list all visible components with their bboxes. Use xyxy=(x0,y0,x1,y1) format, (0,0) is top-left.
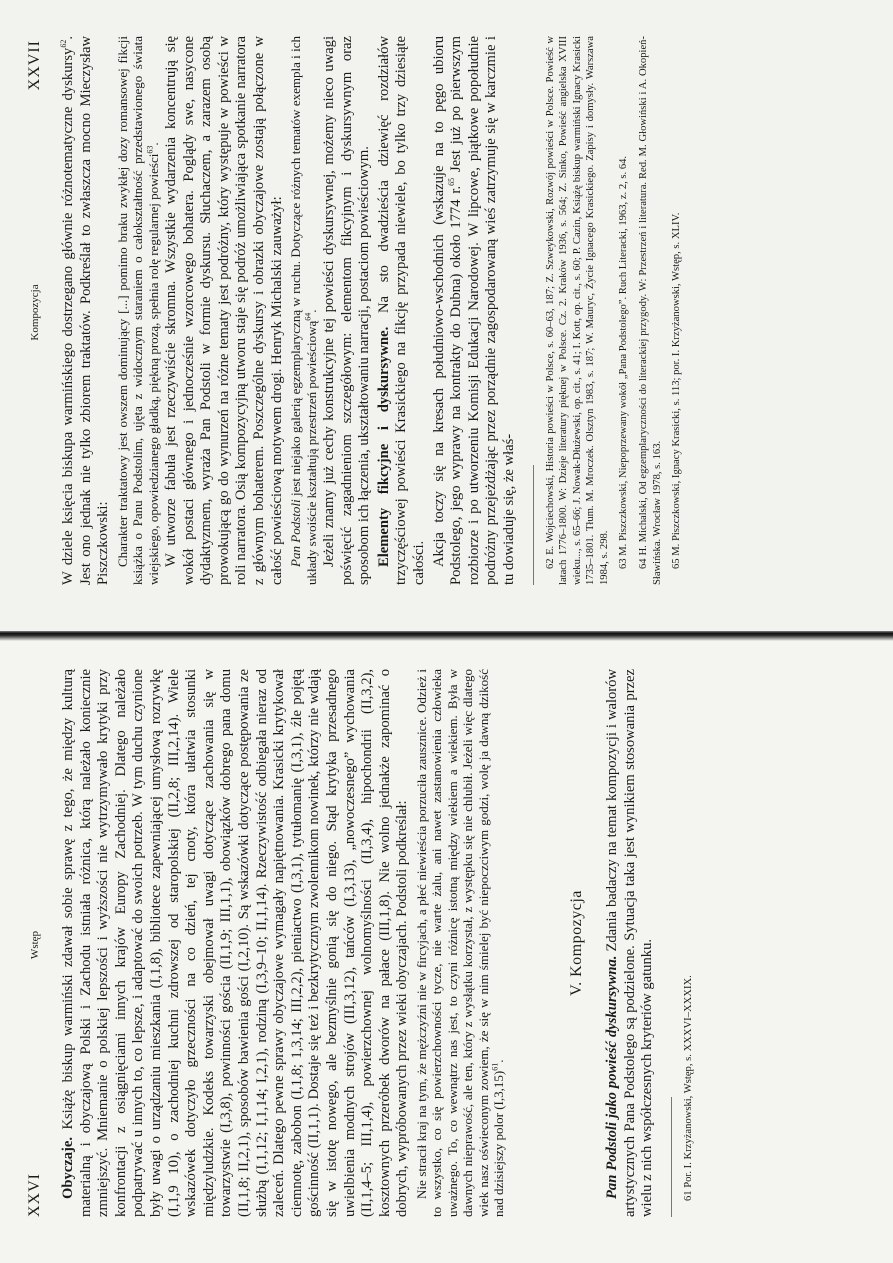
paragraph-text: Jest już po pierwszym rozbiorze i po utworzeniu Komisji Edukacji Narodowej. W lipcowe, piątkowe popołudnie podróżny przejeżdżając przez porządnie zagospodarowaną wieś zatrzymuje się w karczmie i tu dowiaduje się, że właś- xyxy=(448,36,517,585)
paragraph xyxy=(60,669,412,1217)
footnotes xyxy=(682,669,696,1217)
paragraph-text: Zdania badaczy na temat kompozycji i walorów artystycznych Pana Podstolego są podzielone. Sytuacja taka jest wynikiem stosowania przez wielu z nich współczesnych kryteriów gatunku. xyxy=(603,668,656,1217)
block-quote: Charakter traktatowy jest owszem dominujący [...] pomimo braku zwykłej dozy romansowej fikcji książka o Panu Podstolim, ujęta z widocznym staraniem o całokształtność przedstawionego świata wiejskiego, opowiedzianego gładką, piękną prozą, spełnia rolę regularnej powieści$^{63}$. xyxy=(114,36,161,585)
footnote-ref: 64 xyxy=(303,312,313,321)
footnote: 63 M. Piszczkowski, Niepoprzewany wokół „Pana Podstolego”. Ruch Literacki, 1963, z. 2, s. 64. xyxy=(618,155,630,569)
right-page-body xyxy=(60,36,690,585)
footnote-ref: 61 xyxy=(490,1062,500,1071)
quote-text: jest niejako galerią egzemplaryczną w ruchu. Dotyczące różnych tematów exempla i ich układy swoiście kształtują przestrzeń powieściową xyxy=(288,35,319,585)
quote-text: Charakter traktatowy jest owszem dominujący [...] pomimo braku zwykłej dozy romansowej fikcji książka o Panu Podstolim, ujęta z widocznym staraniem o całokształtność przedstawionego świata wiejskiego, opowiedzianego gładką, piękną prozą, spełnia rolę regularnej powieści xyxy=(114,36,161,585)
running-head: Kompozycja xyxy=(29,284,41,341)
footnote: 62 E. Wojciechowski, Historia powieści w Polsce, s. 60–63, 187; Z. Szweykowski, Rozwój powieści w Polsce. Powieść w latach 1776–1800. W: Dzieje literatury pięknej w Polsce. Cz. 2. Kraków 1936, s. 564; Z. Sinko, Powieść angielska XVIII wieku..., s. 65–66; J. Nowak-Dłużewski, op. cit., s. 41; I. Kott, op. cit., s. 60; P. Cazin, Książę biskup warmiński Ignacy Krasicki 1735–1801. Tłum. M. Mroczek. Olsztyn 1983, s. 187; W. Mauryc, Życie Ignacego Krasickiego. Zapisy i domysły. Warszawa 1984, s. 298. xyxy=(544,36,610,585)
footnote-ref: 62 xyxy=(59,39,69,48)
paragraph-text: W dziele księcia biskupa warmińskiego dostrzegano głównie różnotematyczne dyskursy xyxy=(60,47,76,585)
paragraph-text: Książę biskup warmiński zdawał sobie sprawę z tego, że między kulturą materialną i obyczajową Polski i Zachodu istniała różnica, którą należało koniecznie zmniejszyć. Mniemanie o polskiej lepszości i wyższości nie wytrzymywało krytyki przy konfrontacji z osiągnięciami innych krajów Europy Zachodniej. Dlatego należało podpatrywać u innych to, co lepsze, i adaptować do swoich potrzeb. W tym duchu czynione były uwagi o urządzaniu mieszkania (I,1,8), bibliotece zapewniającej umysłową rozrywkę (I,1,9 10), o zachodniej kuchni zdrowszej od staropolskiej (II,2,8; III,2,14). Wiele wskazówek dotyczyło grzeczności na co dzień, tej cnoty, która ułatwia stosunki międzyludzkie. Kodeks towarzyski obejmował uwagi dotyczące zachowania się w towarzystwie (I,3,8), powinności gościa (II,1,9; III,1,1), obowiązków dobrego pana domu (II,1,8; II,2,1), sposobów bawienia gości (I,2,10). Są wskazówki dotyczące postępowania ze służbą (I,1,12; I,1,14; I,2,1), rodziną (I,3,9–10; II,1,14). Rzeczywistość odbiegała nieraz od zaleceń. Dlatego pewne sprawy obyczajowe wymagały napiętnowania. Krasicki krytykował ciemnotę, zabobon (I,1,8; 1,3,14; III,2,2), pieniactwo (I,3,1), tytułomanię (I,3,1), źle pojętą gościnność (II,1,1). Dostaje się też i bezkrytycznym zwolennikom nowinek, którzy nie wdają się w istotę nowego, ale bezmyślnie gonią się do niego. Stąd krytyka przesadnego uwielbienia modnych strojów (III,3,12), tańców (I,3,13), „nowoczesnego” wychowania (II,1,4–5; III,1,4), powierzchownej wolnomyślności (II,3,4), hipochondrii (II,3,2), kosztownych przeróbek dworów na pałace (III,1,8). Nie wolno jednakże zapominać o dobrych, wypróbowanych przez wieki obyczajach. Podstoli podkreślał: xyxy=(60,669,411,1217)
paragraph-text: Na sto dwadzieścia dziewięć rozdziałów trzyczęściowej powieści Krasickiego na fikcję przypada niewiele, bo tylko trzy dziesiąte całości. xyxy=(375,35,427,585)
page-number: XXVI xyxy=(26,1173,43,1217)
paragraph xyxy=(431,36,519,585)
paragraph xyxy=(376,36,429,585)
footnotes xyxy=(544,36,684,585)
page-number: XXVII xyxy=(26,40,43,91)
paragraph xyxy=(60,36,113,585)
left-page xyxy=(0,633,893,1263)
right-page xyxy=(0,0,893,631)
paragraph-text: Jeżeli znamy już cechy konstrukcyjne tej powieści dyskursywnej, możemy nieco uwagi poświęcić zagadnieniom szczegółowym: elementom fikcyjnym i dyskursywnym oraz sposobom ich łączenia, ukształtowaniu narracji, postaciom powieściowym. xyxy=(320,36,373,585)
block-quote: Pan Podstoli jest niejako galerią egzemplaryczną w ruchu. Dotyczące różnych tematów exempla i ich układy swoiście kształtują przestrzeń powieściową$^{64}$. xyxy=(288,35,319,585)
paragraph-lead: Elementy fikcyjne i dyskursywne. xyxy=(375,326,392,567)
section-title: V. Kompozycja xyxy=(568,890,586,996)
paragraph xyxy=(604,669,657,1217)
footnote: 65 M. Piszczkowski, Ignacy Krasicki, s. 113; por. I. Krzyżanowski, Wstęp, s. XLIV. xyxy=(671,212,683,569)
footnote-ref: 65 xyxy=(447,177,457,186)
paragraph-text: . Jest ono jednak nie tylko zbiorem traktatów. Podkreślał to zwłaszcza mocno Mieczysław Piszczkowski: xyxy=(60,36,112,585)
paragraph-lead: Pan Podstoli jako powieść dyskursywna. xyxy=(603,955,620,1199)
quote-lead: Pan Podstoli xyxy=(288,499,304,567)
footnote-ref: 63 xyxy=(145,145,155,154)
left-page-header xyxy=(26,673,48,1217)
footnote-rule xyxy=(671,1097,672,1217)
paragraph xyxy=(163,36,286,585)
right-page-header xyxy=(26,40,48,585)
paragraph-text: Akcja toczy się na kresach południowo-wschodnich (wskazuje na to pęgo ubioru Podstolego, jego wyprawy na kontrakty do Dubna) około 1774 r. xyxy=(430,36,465,585)
paragraph-lead: Obyczaje. xyxy=(60,1136,76,1199)
footnote: 64 H. Michalski, Od egzemplaryczności do literackiej przygody. W: Przestrzeń i literatura. Red. M. Głowiński i A. Okopień-Sławińska. Wrocław 1978, s. 163. xyxy=(638,36,663,585)
quote-text: Nie stracił kraj na tym, że mężczyźni nie w fircyjach, a płeć niewieścia porzuciła zausznice. Odzież i to wszystko, co się powierzchowności tycze, nie warte żalu, ani nawet zastanowienia człowieka uważnego. To, co wewnątrz nas jest, to czyni różnicę istotną między wiekiem a wiekiem. Była w dawnych nieprawość, ale ten, który z wysłątku korzystał, z występku się nie chlubił. Jeżeli więc dlatego wiek nasz oświeconym zowiem, że się w nim śmielej być niepoczciwym godzi, wolę ja dawną dzikość nad dzisiejszy polor (I,3,15) xyxy=(413,669,506,1217)
paragraph xyxy=(321,36,374,585)
paragraph-text: W utworze fabuła jest rzeczywiście skromna. Wszystkie wydarzenia koncentrują się wokół postaci głównego i jednocześnie wzorcowego bohatera. Poglądy swe, nasycone dydaktyzmem, wyraża Pan Podstoli w formie dyskursu. Słuchaczem, a zarazem osobą prowokującą go do wynurzeń na różne tematy jest podróżny, który występuje w powieści w roli narratora. Osią kompozycyjną utworu staje się podróż umożliwiająca spotkanie narratora z głównym bohaterem. Poszczególne dyskursy i obrazki obyczajowe zostają połączone w całość powieściową motywem drogi. Henryk Michalski zauważył: xyxy=(163,36,285,585)
footnote: 61 Por. I. Krzyżanowski, Wstęp, s. XXXVI–XXXIX. xyxy=(682,975,694,1201)
block-quote: Nie stracił kraj na tym, że mężczyźni nie w fircyjach, a płeć niewieścia porzuciła zausznice. Odzież i to wszystko, co się powierzchowności tycze, nie warte żalu, ani nawet zastanowienia człowieka uważnego. To, co wewnątrz nas jest, to czyni różnicę istotną między wiekiem a wiekiem. Była w dawnych nieprawość, ale ten, który z wysłątku korzystał, z występku się nie chlubił. Jeżeli więc dlatego wiek nasz oświeconym zowiem, że się w nim śmielej być niepoczciwym godzi, wolę ja dawną dzikość nad dzisiejszy polor $(I,3,15)^{61}$. xyxy=(413,669,506,1217)
left-page-body xyxy=(60,669,701,1217)
footnote-rule xyxy=(533,465,534,585)
running-head: Wstęp xyxy=(29,930,41,960)
